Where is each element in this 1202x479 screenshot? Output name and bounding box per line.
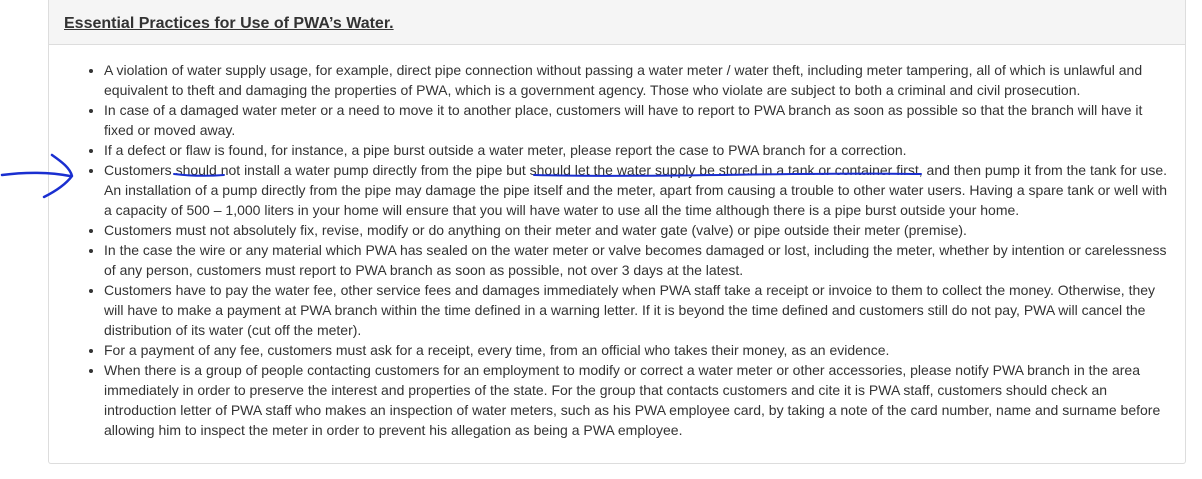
list-item: • Customers should not install a water pump directly from the pipe but should let the water supply be stored in a tank or container first, and then pump it from the tank for use. An installation of a pump directly from the pipe may damage the pipe itself and the meter, apart from causing a trouble to other water users. Having a spare tank or well with a capacity of 500 – 1,000 liters in your home will ensure that you will have water to use all the time although there is a pipe burst outside your home. — [104, 160, 1170, 220]
practices-panel — [48, 0, 1186, 464]
practices-list — [64, 60, 1170, 440]
list-item: • If a defect or flaw is found, for instance, a pipe burst outside a water meter, please report the case to PWA branch for a correction. — [104, 140, 1170, 160]
list-item: • A violation of water supply usage, for example, direct pipe connection without passing a water meter / water theft, including meter tampering, all of which is unlawful and equivalent to theft and damaging the properties of PWA, which is a government agency. Those who violate are subject to both a criminal and civil prosecution. — [104, 60, 1170, 100]
list-item: • When there is a group of people contacting customers for an employment to modify or correct a water meter or other accessories, please notify PWA branch in the area immediately in order to preserve the interest and properties of the state. For the group that contacts customers and cite it is PWA staff, customers should check an introduction letter of PWA staff who makes an inspection of water meters, such as his PWA employee card, by taking a note of the card number, name and surname before allowing him to inspect the meter in order to prevent his allegation as being a PWA employee. — [104, 360, 1170, 440]
list-item: • Customers have to pay the water fee, other service fees and damages immediately when PWA staff take a receipt or invoice to them to collect the money. Otherwise, they will have to make a payment at PWA branch within the time defined in a warning letter. If it is beyond the time defined and customers still do not pay, PWA will cancel the distribution of its water (cut off the meter). — [104, 280, 1170, 340]
list-item: • For a payment of any fee, customers must ask for a receipt, every time, from an official who takes their money, as an evidence. — [104, 340, 1170, 360]
panel-heading — [49, 0, 1185, 45]
panel-title: Essential Practices for Use of PWA’s Water. — [64, 15, 394, 32]
list-item: • In the case the wire or any material which PWA has sealed on the water meter or valve becomes damaged or lost, including the meter, whether by intention or carelessness of any person, customers must report to PWA branch as soon as possible, not over 3 days at the latest. — [104, 240, 1170, 280]
list-item: • In case of a damaged water meter or a need to move it to another place, customers will have to report to PWA branch as soon as possible so that the branch will have it fixed or moved away. — [104, 100, 1170, 140]
list-item: • Customers must not absolutely fix, revise, modify or do anything on their meter and water gate (valve) or pipe outside their meter (premise). — [104, 220, 1170, 240]
panel-body — [49, 45, 1185, 440]
